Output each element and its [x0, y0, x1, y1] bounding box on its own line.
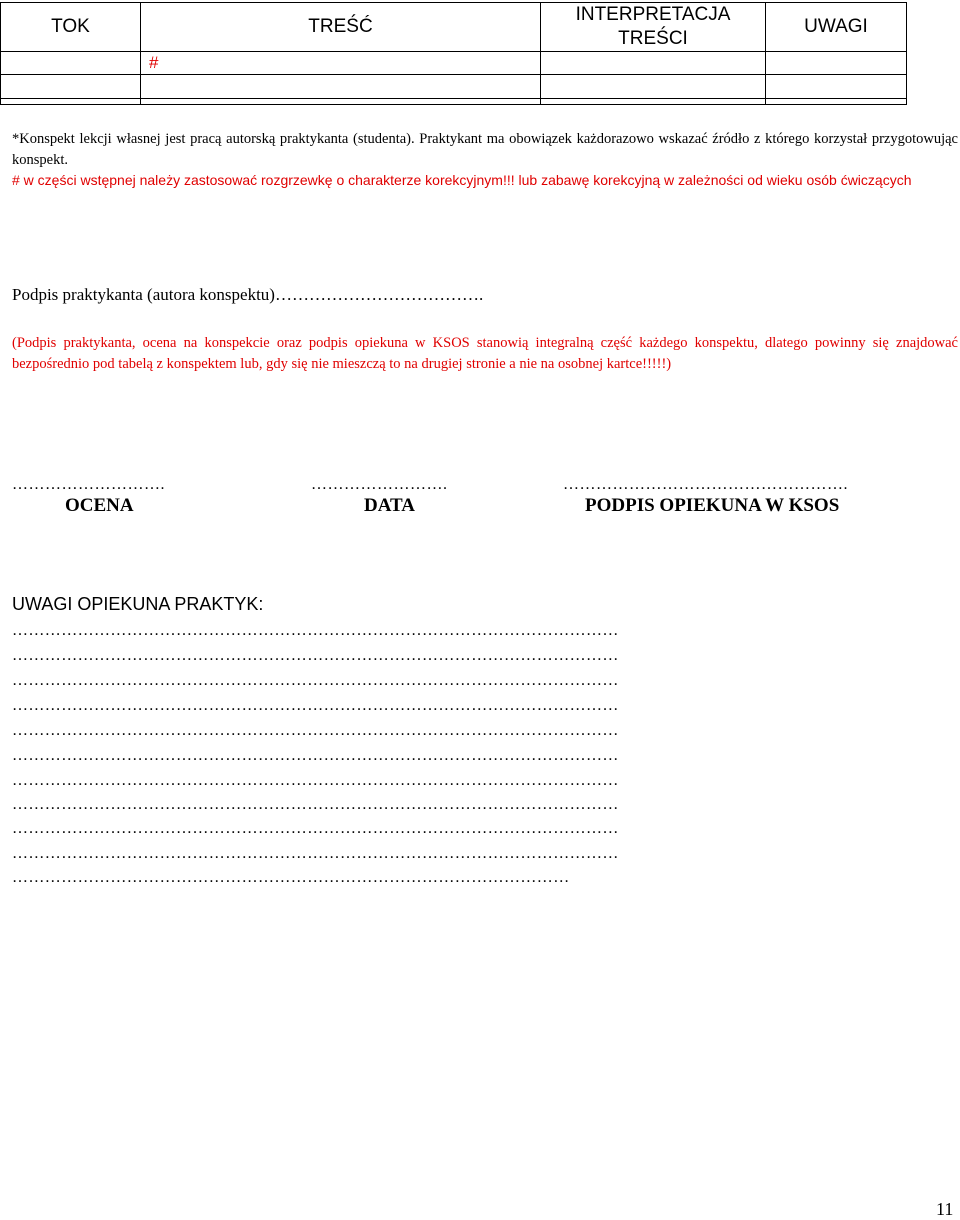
remarks-line: …………………………………………………………………………………………………: [12, 772, 619, 789]
table-cell: [1, 99, 141, 105]
warmup-mark: #: [141, 52, 541, 75]
remarks-line: …………………………………………………………………………………………………: [12, 672, 619, 689]
remarks-line: …………………………………………………………………………………………………: [12, 622, 619, 639]
signature-note: (Podpis praktykanta, ocena na konspekcie oraz podpis opiekuna w KSOS stanowią integralną część każdego konspektu, dlatego powinny się znajdować bezpośrednio pod tabelą z konspektem lub, gdy się nie mieszczą to na drugiej stronie a nie na osobnej kartce!!!!!): [12, 335, 958, 372]
remarks-line: …………………………………………………………………………………………………: [12, 796, 619, 813]
table-cell: [541, 52, 766, 75]
table-cell: [766, 99, 907, 105]
table-cell: [141, 75, 541, 99]
remarks-line: …………………………………………………………………………………………………: [12, 697, 619, 714]
table-cell: [1, 52, 141, 75]
header-interpretacja: INTERPRETACJA TREŚCI: [541, 3, 766, 52]
header-tok: TOK: [1, 3, 141, 52]
supervisor-signature-dots: …………………………………………….: [563, 476, 848, 493]
supervisor-signature-label: PODPIS OPIEKUNA W KSOS: [585, 495, 840, 516]
table-cell: [541, 99, 766, 105]
table-cell: [141, 99, 541, 105]
date-dots: …………………….: [311, 476, 448, 493]
student-signature-line: Podpis praktykanta (autora konspektu)……………………………….: [12, 285, 484, 304]
remarks-line: …………………………………………………………………………………………………: [12, 722, 619, 739]
table-cell: [541, 75, 766, 99]
table-row: [1, 99, 907, 105]
remarks-line: …………………………………………………………………………………………………: [12, 845, 619, 862]
header-uwagi: UWAGI: [766, 3, 907, 52]
remarks-line: …………………………………………………………………………………………: [12, 869, 570, 886]
remarks-line: …………………………………………………………………………………………………: [12, 820, 619, 837]
table-cell: [1, 75, 141, 99]
lesson-plan-table: [0, 2, 907, 105]
table-row: [1, 75, 907, 99]
table-header-row: [1, 3, 907, 52]
header-tresc: TREŚĆ: [141, 3, 541, 52]
grade-dots: ……………………….: [12, 476, 165, 493]
grade-label: OCENA: [65, 495, 134, 516]
remarks-line: …………………………………………………………………………………………………: [12, 747, 619, 764]
date-label: DATA: [364, 495, 416, 516]
warmup-footnote: # w części wstępnej należy zastosować rozgrzewkę o charakterze korekcyjnym!!! lub zabawę korekcyjną w zależności od wieku osób ćwiczących: [12, 172, 912, 188]
table-cell: [766, 52, 907, 75]
remarks-line: …………………………………………………………………………………………………: [12, 647, 619, 664]
page-number: 11: [936, 1199, 954, 1219]
authorship-footnote: *Konspekt lekcji własnej jest pracą autorską praktykanta (studenta). Praktykant ma obowiązek każdorazowo wskazać źródło z którego korzystał przygotowując konspekt.: [12, 131, 958, 168]
table-row: [1, 52, 907, 75]
table-cell: [766, 75, 907, 99]
supervisor-remarks-title: UWAGI OPIEKUNA PRAKTYK:: [12, 594, 264, 614]
